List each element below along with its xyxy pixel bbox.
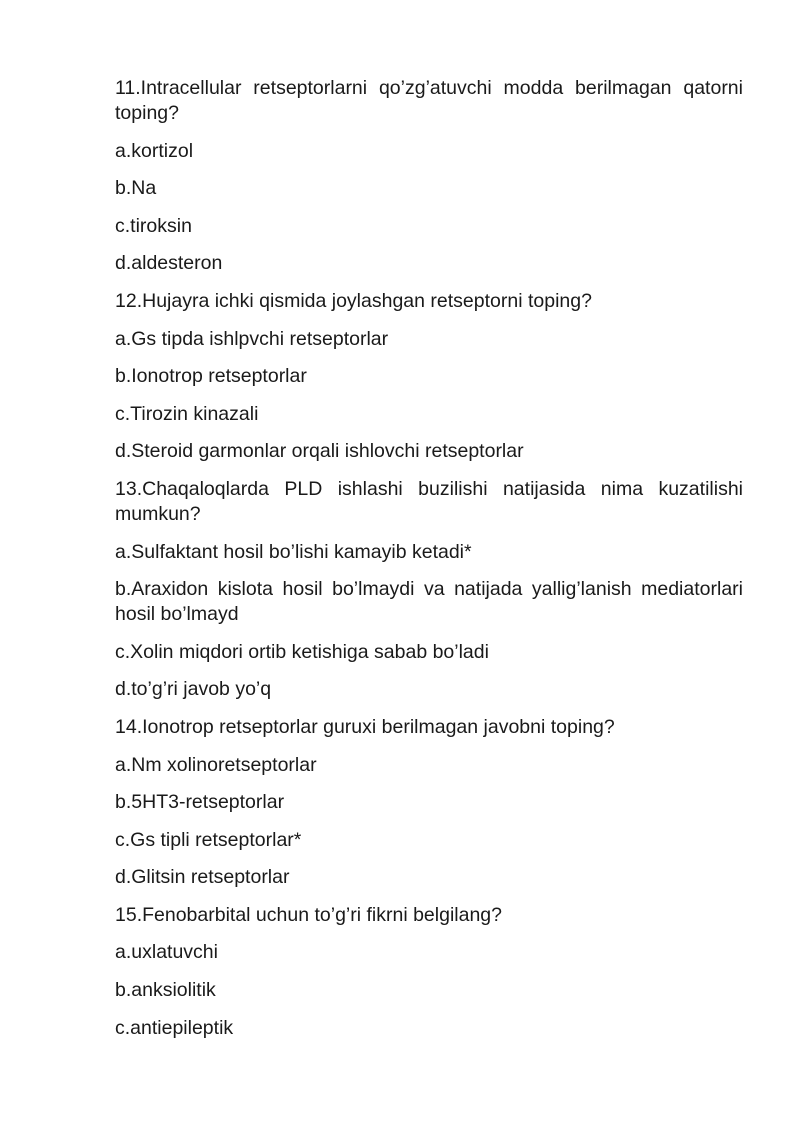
question-block (115, 477, 743, 702)
answer-option: c.Gs tipli retseptorlar* (115, 828, 302, 851)
question-text: 12.Hujayra ichki qismida joylashgan retseptorni toping? (115, 289, 592, 312)
question-text: 14.Ionotrop retseptorlar guruxi berilmagan javobni toping? (115, 715, 615, 738)
question-block (115, 715, 743, 890)
answer-option: b.Araxidon kislota hosil bo’lmaydi va natijada yallig’lanish mediatorlari hosil bo’lmayd (115, 578, 743, 626)
question-text: 11.Intracellular retseptorlarni qo’zg’atuvchi modda berilmagan qatorni toping? (115, 77, 743, 124)
answer-option: a.Gs tipda ishlpvchi retseptorlar (115, 327, 389, 350)
answer-option: d.to’g’ri javob yo’q (115, 678, 272, 701)
answer-option: b.Ionotrop retseptorlar (115, 365, 307, 388)
question-block (115, 76, 743, 276)
question-block (115, 289, 743, 464)
question-text: 13.Chaqaloqlarda PLD ishlashi buzilishi natijasida nima kuzatilishi mumkun? (115, 477, 743, 525)
answer-option: d.Steroid garmonlar orqali ishlovchi retseptorlar (115, 440, 524, 463)
answer-option: c.Xolin miqdori ortib ketishiga sabab bo’ladi (115, 640, 489, 663)
document-page (115, 76, 743, 1053)
answer-option: b.anksiolitik (115, 979, 216, 1002)
answer-option: d.Glitsin retseptorlar (115, 866, 290, 889)
answer-option: a.kortizol (115, 139, 194, 162)
question-text: 15.Fenobarbital uchun to’g’ri fikrni belgilang? (115, 903, 502, 926)
answer-option: a.Sulfaktant hosil bo’lishi kamayib ketadi* (115, 540, 472, 563)
answer-option: c.tiroksin (115, 214, 192, 237)
answer-option: c.antiepileptik (115, 1016, 234, 1039)
answer-option: b.5HT3-retseptorlar (115, 791, 285, 814)
answer-option: b.Na (115, 177, 157, 200)
question-block (115, 903, 743, 1041)
answer-option: d.aldesteron (115, 252, 223, 275)
answer-option: a.uxlatuvchi (115, 941, 218, 964)
answer-option: a.Nm xolinoretseptorlar (115, 753, 317, 776)
answer-option: c.Tirozin kinazali (115, 402, 259, 425)
